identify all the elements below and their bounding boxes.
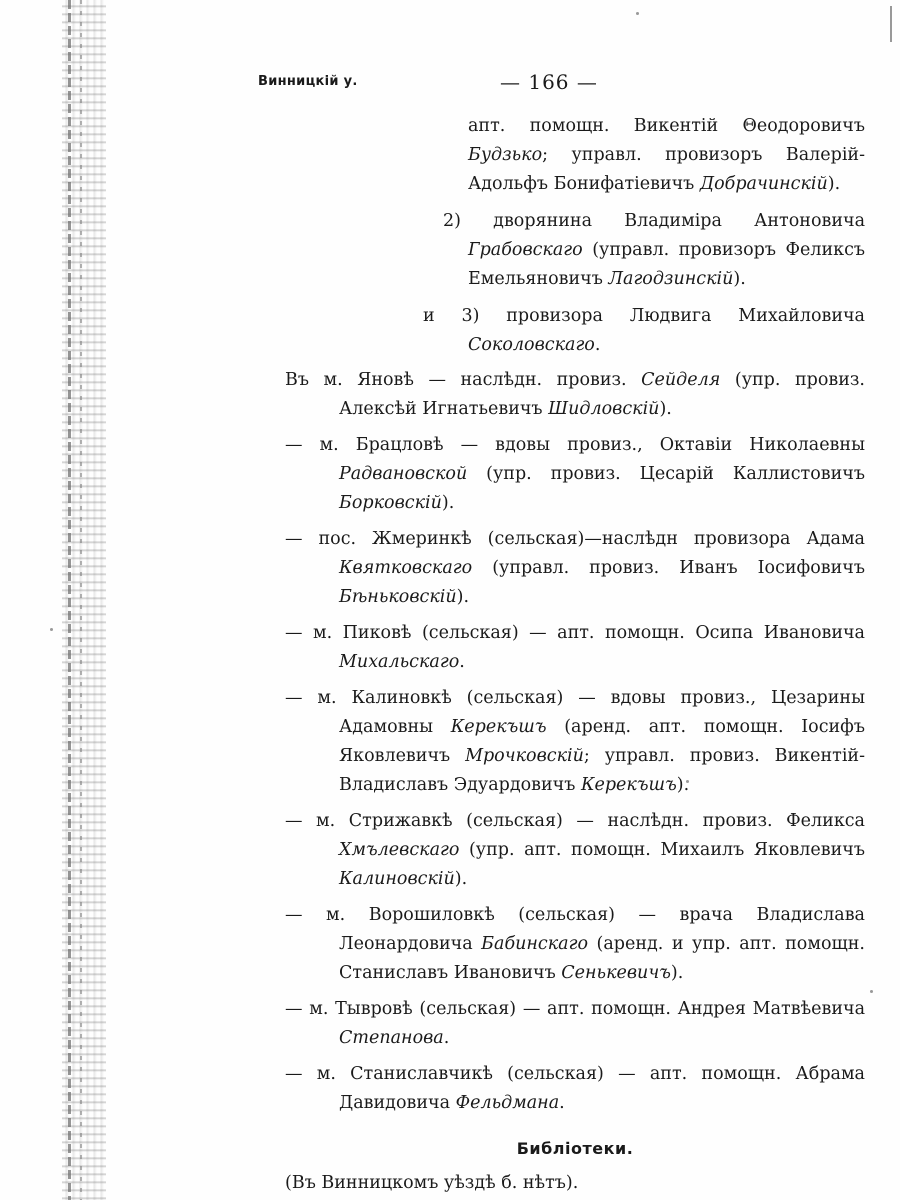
list-item (285, 525, 865, 612)
page-number: — 166 — (500, 70, 598, 94)
scan-speck (50, 628, 53, 631)
pharmacy-list (285, 112, 865, 1118)
surname-italic: Радвановской (339, 464, 468, 484)
entry-text: (управл. провиз. Иванъ Іосифовичъ (472, 558, 865, 578)
list-item (285, 619, 865, 677)
entry-text: апт. помощн. Викентій Θеодоровичъ (468, 116, 865, 136)
surname-italic: Мрочковскій (465, 746, 584, 766)
entry-text: ). (454, 869, 468, 889)
surname-italic: Фельдмана (455, 1093, 560, 1113)
section-title: Библіотеки. (516, 1139, 634, 1158)
page-header (0, 72, 900, 98)
list-item (285, 1060, 865, 1118)
entry-text: . (559, 1093, 565, 1113)
entry-text: ; управл. провиз. Викентій-Владиславъ Эдуардовичъ (339, 746, 866, 795)
entry-text: (упр. провиз. Цесарій Каллистовичъ (467, 464, 865, 484)
surname-italic: Керекъшъ (450, 717, 547, 737)
surname-italic: Бабинскаго (481, 934, 588, 954)
entry-text: (аренд. и упр. апт. помощн. Станиславъ Ивановичъ (339, 934, 865, 983)
list-item (285, 366, 865, 424)
surname-italic: Соколовскаго (468, 335, 595, 355)
entry-text: и 3) провизора Людвига Михайловича (423, 306, 865, 326)
entry-text: 2) дворянина Владиміра Антоновича (443, 211, 865, 231)
list-item (285, 684, 865, 800)
list-item (285, 207, 865, 294)
running-title: Винницкій у. (258, 74, 358, 89)
entry-text: Въ м. Яновѣ — наслѣдн. провиз. (285, 370, 642, 390)
scan-speck (870, 990, 873, 993)
entry-text: — м. Станиславчикѣ (сельская) — апт. помощн. Абрама Давидовича (285, 1064, 865, 1113)
entry-text: ). (827, 174, 841, 194)
entry-text: — пос. Жмеринкѣ (сельская)—наслѣдн провизора Адама (285, 529, 865, 549)
surname-italic: Квятковскаго (339, 558, 473, 578)
entry-text: . (459, 652, 465, 672)
surname-italic: Сенькевичъ (561, 963, 671, 983)
surname-italic: Будзько (468, 145, 543, 165)
scan-edge-mark (890, 6, 892, 42)
entry-text: (упр. апт. помощн. Михаилъ Яковлевичъ (459, 840, 865, 860)
list-item (285, 901, 865, 988)
entry-text: ). (676, 775, 690, 795)
entry-text: (аренд. апт. помощн. Іосифъ Яковлевичъ (339, 717, 865, 766)
entry-text: (упр. провиз. Алексѣй Игнатьевичъ (339, 370, 865, 419)
surname-italic: Бѣньковскій (339, 587, 457, 607)
surname-italic: Добрачинскій (699, 174, 828, 194)
scan-speck (636, 12, 639, 15)
surname-italic: Шидловскій (548, 399, 660, 419)
surname-italic: Сейделя (641, 370, 721, 390)
surname-italic: Керекъшъ (580, 775, 677, 795)
entry-text: — м. Стрижавкѣ (сельская) — наслѣдн. провиз. Феликса (285, 811, 865, 831)
surname-italic: Грабовскаго (468, 240, 583, 260)
entry-text: ). (456, 587, 470, 607)
entry-text: ). (441, 493, 455, 513)
entry-text: (управл. провизоръ Феликсъ Емельяновичъ (468, 240, 865, 289)
entry-text: — м. Пиковѣ (сельская) — апт. помощн. Осипа Ивановича (285, 623, 865, 643)
entry-text: — м. Ворошиловкѣ (сельская) — врача Владислава Леонардовича (285, 905, 865, 954)
list-item (285, 431, 865, 518)
entry-text: — м. Тывровѣ (сельская) — апт. помощн. Андрея Матвѣевича (285, 999, 865, 1019)
entry-text: — м. Калиновкѣ (сельская) — вдовы провиз., Цезарины Адамовны (285, 688, 865, 737)
list-item (285, 302, 865, 360)
surname-italic: Хмълевскаго (339, 840, 460, 860)
surname-italic: Лагодзинскій (608, 269, 734, 289)
entry-text: . (594, 335, 601, 355)
surname-italic: Борковскій (339, 493, 442, 513)
main-text (285, 112, 865, 1198)
entry-text: ). (670, 963, 684, 983)
list-item (285, 995, 865, 1053)
entry-text: ). (659, 399, 672, 419)
surname-italic: Степанова (339, 1028, 444, 1048)
list-item (285, 807, 865, 894)
entry-text: ). (733, 269, 746, 289)
scan-binding-edge (62, 0, 106, 1200)
entry-text: ; управл. провизоръ Валерій-Адольфъ Бонифатіевичъ (468, 145, 865, 194)
entry-text: — м. Брацловѣ — вдовы провиз., Октавіи Николаевны (285, 435, 865, 455)
surname-italic: Михальскаго (339, 652, 460, 672)
list-item (285, 112, 865, 199)
section-note: (Въ Винницкомъ уѣздѣ б. нѣтъ). (285, 1173, 579, 1193)
entry-text: . (443, 1028, 450, 1048)
surname-italic: Калиновскій (339, 869, 455, 889)
